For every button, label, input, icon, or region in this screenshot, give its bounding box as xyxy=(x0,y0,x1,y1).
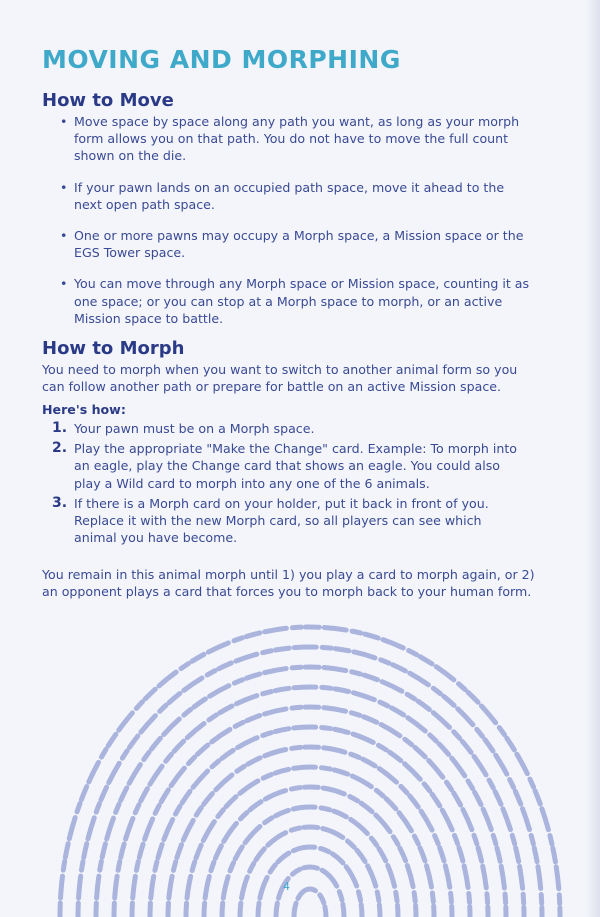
move-bullet: • One or more pawns may occupy a Morph space, a Mission space or the EGS Tower space. xyxy=(60,227,530,261)
step-text: Your pawn must be on a Morph space. xyxy=(74,421,315,436)
move-bullet: • You can move through any Morph space or Mission space, counting it as one space; or you can stop at a Morph space to morph, or an active Mission space to battle. xyxy=(60,275,530,327)
step-text: Play the appropriate "Make the Change" card. Example: To morph into an eagle, play the Change card that shows an eagle. You could also play a Wild card to morph into any one of the 6 animals. xyxy=(74,441,517,491)
step-number: 1. xyxy=(52,420,68,436)
step-number: 2. xyxy=(52,440,68,457)
morph-step xyxy=(52,420,522,437)
how-to-morph-heading: How to Morph xyxy=(42,338,185,359)
move-bullet-list xyxy=(60,113,530,341)
step-number: 3. xyxy=(52,494,68,511)
fingerprint-illustration xyxy=(40,600,600,917)
move-bullet: • If your pawn lands on an occupied path space, move it ahead to the next open path space. xyxy=(60,179,530,213)
how-to-move-heading: How to Move xyxy=(42,90,174,111)
page-number: 4 xyxy=(283,880,290,893)
step-text: If there is a Morph card on your holder, put it back in front of you. Replace it with the new Morph card, so all players can see which animal you have become. xyxy=(74,495,489,546)
move-bullet: • Move space by space along any path you want, as long as your morph form allows you on that path. You do not have to move the full count shown on the die. xyxy=(60,113,530,165)
morph-step-list xyxy=(52,420,522,549)
morph-closing-paragraph: You remain in this animal morph until 1) you play a card to morph again, or 2) an opponent plays a card that forces you to morph back to your human form. xyxy=(42,567,535,600)
morph-intro-paragraph: You need to morph when you want to switch to another animal form so you can follow another path or prepare for battle on an active Mission space. xyxy=(42,362,518,395)
morph-step xyxy=(52,440,522,492)
morph-step xyxy=(52,495,522,547)
heres-how-subheading: Here's how: xyxy=(42,402,126,417)
page-title: MOVING AND MORPHING xyxy=(42,45,401,74)
